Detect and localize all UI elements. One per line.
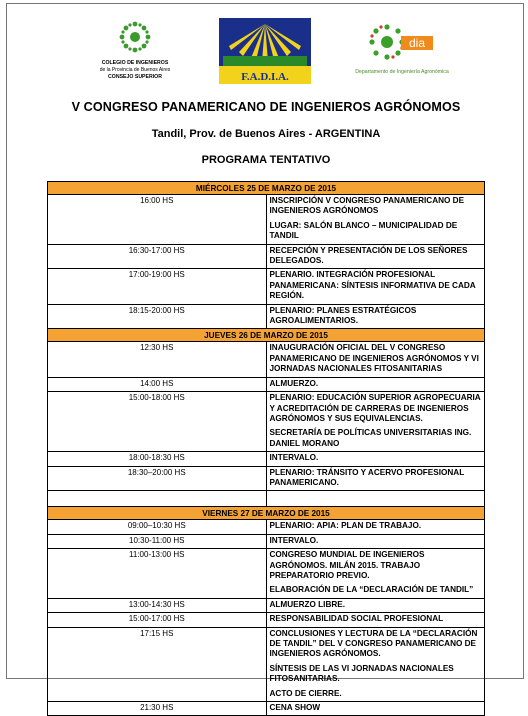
activity-cell — [266, 195, 485, 245]
time-cell: 11:00-13:00 HS — [48, 549, 267, 599]
activity-cell — [266, 534, 485, 548]
table-row — [48, 244, 485, 269]
table-row — [48, 304, 485, 329]
table-row — [48, 627, 485, 701]
day-header-row — [48, 507, 485, 520]
activity-text: LUGAR: SALÓN BLANCO – MUNICIPALIDAD DE TANDIL — [269, 220, 458, 241]
logo-left-line-2: de la Provincia de Buenos Aires — [99, 67, 171, 73]
table-row — [48, 466, 485, 491]
table-row — [48, 392, 485, 452]
time-cell: 13:00-14:30 HS — [48, 598, 267, 612]
activity-text: ELABORACIÓN DE LA “DECLARACIÓN DE TANDIL” — [269, 585, 474, 595]
program-table — [47, 181, 485, 716]
activity-text: PLENARIO. INTEGRACIÓN PROFESIONAL PANAMERICANA: SÍNTESIS INFORMATIVA DE CADA REGIÓN. — [269, 270, 476, 301]
colegio-emblem-icon — [115, 20, 155, 54]
table-row — [48, 598, 485, 612]
activity-text: RECEPCIÓN Y PRESENTACIÓN DE LOS SEÑORES DELEGADOS. — [269, 245, 468, 266]
activity-text: INAUGURACIÓN OFICIAL DEL V CONGRESO PANAMERICANO DE INGENIEROS AGRÓNOMOS Y VI JORNADAS NACIONALES FITOSANITARIAS — [269, 343, 479, 374]
table-row — [48, 377, 485, 391]
activity-text: CENA SHOW — [269, 703, 321, 713]
dia-logo-caption: Departamento de Ingeniería Agronómica — [355, 69, 449, 75]
activity-cell — [266, 598, 485, 612]
activity-cell — [266, 627, 485, 701]
activity-text: SÍNTESIS DE LAS VI JORNADAS NACIONALES FITOSANITARIAS. — [269, 663, 454, 684]
time-cell — [48, 491, 267, 507]
logo-left-line-1: COLEGIO DE INGENIEROS — [101, 60, 169, 66]
time-cell: 15:00-18:00 HS — [48, 392, 267, 452]
fadia-logo-text: F.A.D.I.A. — [241, 71, 289, 83]
activity-text: INTERVALO. — [269, 453, 319, 463]
time-cell: 14:00 HS — [48, 377, 267, 391]
activity-cell — [266, 549, 485, 599]
time-cell: 16:00 HS — [48, 195, 267, 245]
dia-emblem-icon — [367, 22, 437, 62]
fadia-logo — [219, 18, 311, 84]
activity-text: PLENARIO: TRÁNSITO Y ACERVO PROFESIONAL PANAMERICANO. — [269, 467, 465, 487]
congress-title: V CONGRESO PANAMERICANO DE INGENIEROS AGRÓNOMOS — [71, 100, 461, 114]
logo-left-line-3: CONSEJO SUPERIOR — [108, 74, 162, 80]
colegio-ingenieros-logo — [85, 20, 185, 84]
table-row — [48, 534, 485, 548]
activity-text: PLENARIO: APIA: PLAN DE TRABAJO. — [269, 521, 422, 531]
activity-text: INSCRIPCIÓN V CONGRESO PANAMERICANO DE INGENIEROS AGRÓNOMOS — [269, 196, 465, 216]
day-header: MIÉRCOLES 25 DE MARZO DE 2015 — [48, 182, 485, 195]
activity-cell — [266, 304, 485, 329]
time-cell: 15:00-17:00 HS — [48, 613, 267, 627]
dia-logo-text: dia — [408, 36, 426, 50]
activity-cell — [266, 466, 485, 491]
time-cell: 12:30 HS — [48, 342, 267, 377]
table-row — [48, 613, 485, 627]
table-row — [48, 342, 485, 377]
time-cell: 21:30 HS — [48, 702, 267, 716]
activity-cell — [266, 392, 485, 452]
activity-cell — [266, 244, 485, 269]
day-header: VIERNES 27 DE MARZO DE 2015 — [48, 507, 485, 520]
activity-text: SECRETARÍA DE POLÍTICAS UNIVERSITARIAS ING. DANIEL MORANO — [269, 428, 472, 448]
table-row — [48, 549, 485, 599]
activity-text: ALMUERZO. — [269, 378, 319, 388]
activity-text: INTERVALO. — [269, 535, 319, 545]
fadia-emblem-icon — [219, 18, 311, 84]
activity-cell — [266, 452, 485, 466]
day-header-row — [48, 329, 485, 342]
day-header: JUEVES 26 DE MARZO DE 2015 — [48, 329, 485, 342]
table-row — [48, 269, 485, 304]
table-row — [48, 702, 485, 716]
activity-cell — [266, 613, 485, 627]
time-cell: 18:30–20:00 HS — [48, 466, 267, 491]
activity-cell — [266, 491, 485, 507]
activity-text: RESPONSABILIDAD SOCIAL PROFESIONAL — [269, 614, 444, 624]
time-cell: 18:15-20:00 HS — [48, 304, 267, 329]
activity-cell — [266, 702, 485, 716]
table-row — [48, 520, 485, 534]
program-label: PROGRAMA TENTATIVO — [201, 154, 331, 166]
table-row — [48, 452, 485, 466]
activity-text: ALMUERZO LIBRE. — [269, 599, 346, 609]
table-row — [48, 195, 485, 245]
dia-logo — [347, 22, 457, 84]
document-page — [6, 3, 524, 713]
time-cell: 10:30-11:00 HS — [48, 534, 267, 548]
congress-location: Tandil, Prov. de Buenos Aires - ARGENTINA — [151, 128, 381, 140]
time-cell: 16:30-17:00 HS — [48, 244, 267, 269]
time-cell: 17:15 HS — [48, 627, 267, 701]
time-cell: 18:00-18:30 HS — [48, 452, 267, 466]
activity-cell — [266, 269, 485, 304]
activity-text: ACTO DE CIERRE. — [269, 688, 342, 698]
activity-text: PLENARIO: EDUCACIÓN SUPERIOR AGROPECUARIA Y ACREDITACIÓN DE CARRERAS DE INGENIEROS AGRÓNOMOS Y SUS EQUIVALENCIAS. — [269, 393, 481, 423]
time-cell: 17:00-19:00 HS — [48, 269, 267, 304]
activity-text: CONGRESO MUNDIAL DE INGENIEROS AGRÓNOMOS. MILÁN 2015. TRABAJO PREPARATORIO PREVIO. — [269, 550, 425, 580]
activity-text: PLENARIO: PLANES ESTRATÉGICOS AGROALIMENTARIOS. — [269, 305, 417, 326]
activity-cell — [266, 377, 485, 391]
activity-text: CONCLUSIONES Y LECTURA DE LA “DECLARACIÓN DE TANDIL” DEL V CONGRESO PANAMERICANO DE INGENIEROS AGRÓNOMOS. — [269, 628, 478, 659]
activity-cell — [266, 520, 485, 534]
time-cell: 09:00–10:30 HS — [48, 520, 267, 534]
day-header-row — [48, 182, 485, 195]
activity-cell — [266, 342, 485, 377]
table-row-empty — [48, 491, 485, 507]
